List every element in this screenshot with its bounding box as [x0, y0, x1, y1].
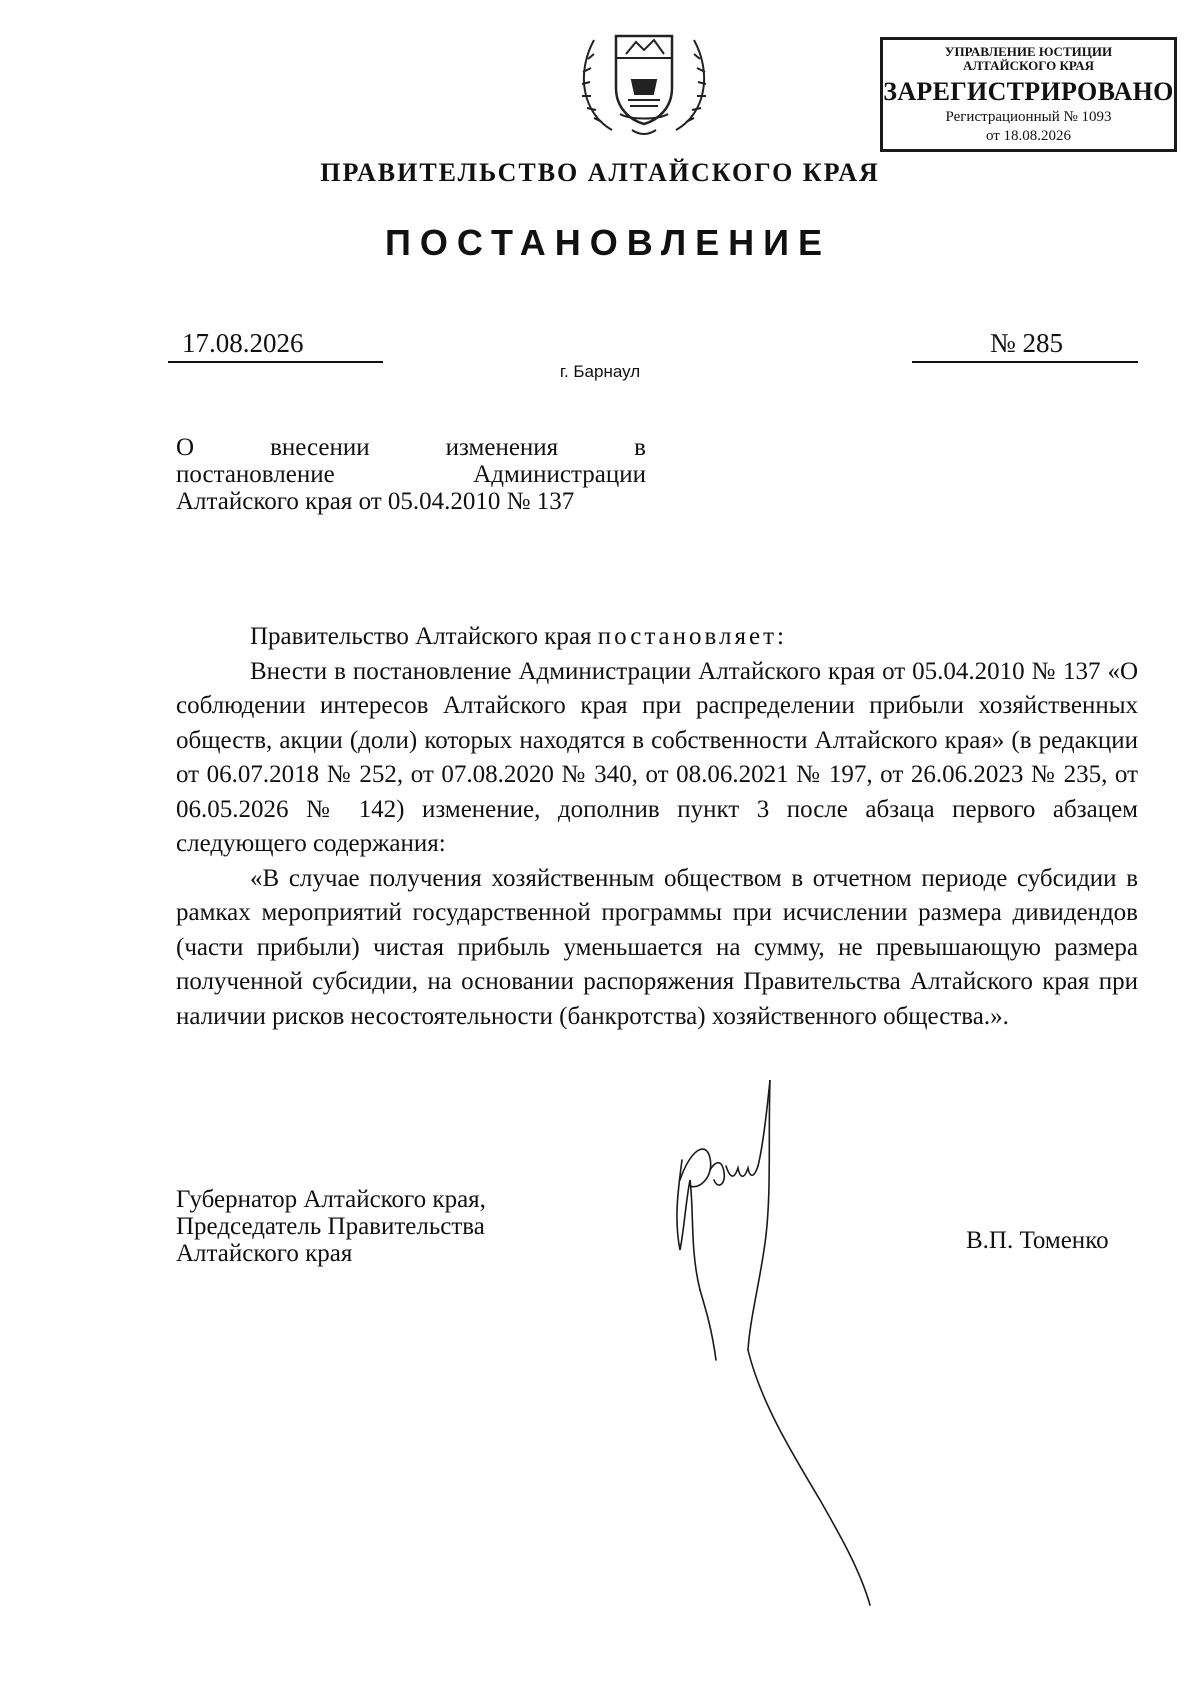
stamp-region: АЛТАЙСКОГО КРАЯ: [963, 58, 1094, 73]
signer-title-line: Губернатор Алтайского края,: [176, 1186, 486, 1213]
subject-line: Алтайского края от 05.04.2010 № 137: [176, 488, 575, 515]
handwritten-signature: [660, 1080, 890, 1610]
altai-krai-coat-of-arms-icon: [572, 18, 716, 142]
subject-line: постановление Администрации: [176, 461, 646, 488]
stamp-department: УПРАВЛЕНИЕ ЮСТИЦИИ: [944, 44, 1113, 59]
amendment-paragraph: Внести в постановление Администрации Алтайского края от 05.04.2010 № 137 «О соблюдении интересов Алтайского края при распределении прибыли хозяйственных обществ, акции (доли) которых находятся в собственности Алтайского края» (в редакции от 06.07.2018 № 252, от 07.08.2020 № 340, от 08.06.2021 № 197, от 26.06.2023 № 235, от 06.05.2026 № 142) изменение, дополнив пункт 3 после абзаца первого абзацем следующего содержания:: [176, 657, 1138, 857]
signer-title-line: Алтайского края: [176, 1240, 353, 1267]
document-city: г. Барнаул: [559, 362, 641, 381]
signer-title: [176, 1186, 486, 1267]
stamp-reg-number: Регистрационный № 1093: [945, 109, 1112, 125]
document-subject: [176, 434, 646, 515]
registration-stamp: [880, 37, 1177, 152]
document-type-title: ПОСТАНОВЛЕНИЕ: [385, 222, 831, 263]
government-title: ПРАВИТЕЛЬСТВО АЛТАЙСКОГО КРАЯ: [320, 158, 880, 187]
resolution-intro: [176, 620, 1138, 655]
intro-verb: постановляет: [597, 623, 777, 650]
subject-line: О внесении изменения в: [176, 434, 646, 461]
intro-lead: Правительство Алтайского края: [250, 623, 598, 650]
document-body: [176, 620, 1138, 1034]
document-number: № 285: [912, 329, 1138, 363]
stamp-status: ЗАРЕГИСТРИРОВАНО: [883, 77, 1174, 106]
signer-name: В.П. Томенко: [966, 1227, 1109, 1254]
intro-colon: :: [777, 623, 784, 650]
stamp-reg-date: от 18.08.2026: [985, 128, 1072, 144]
amendment-quote: «В случае получения хозяйственным обществом в отчетном периоде субсидии в рамках мероприятий государственной программы при исчислении размера дивидендов (части прибыли) чистая прибыль уменьшается на сумму, не превышающую размера полученной субсидии, на основании распоряжения Правительства Алтайского края при наличии рисков несостоятельности (банкротства) хозяйственного общества.».: [176, 864, 1138, 1030]
document-date: 17.08.2026: [168, 329, 383, 363]
signer-title-line: Председатель Правительства: [176, 1213, 485, 1240]
